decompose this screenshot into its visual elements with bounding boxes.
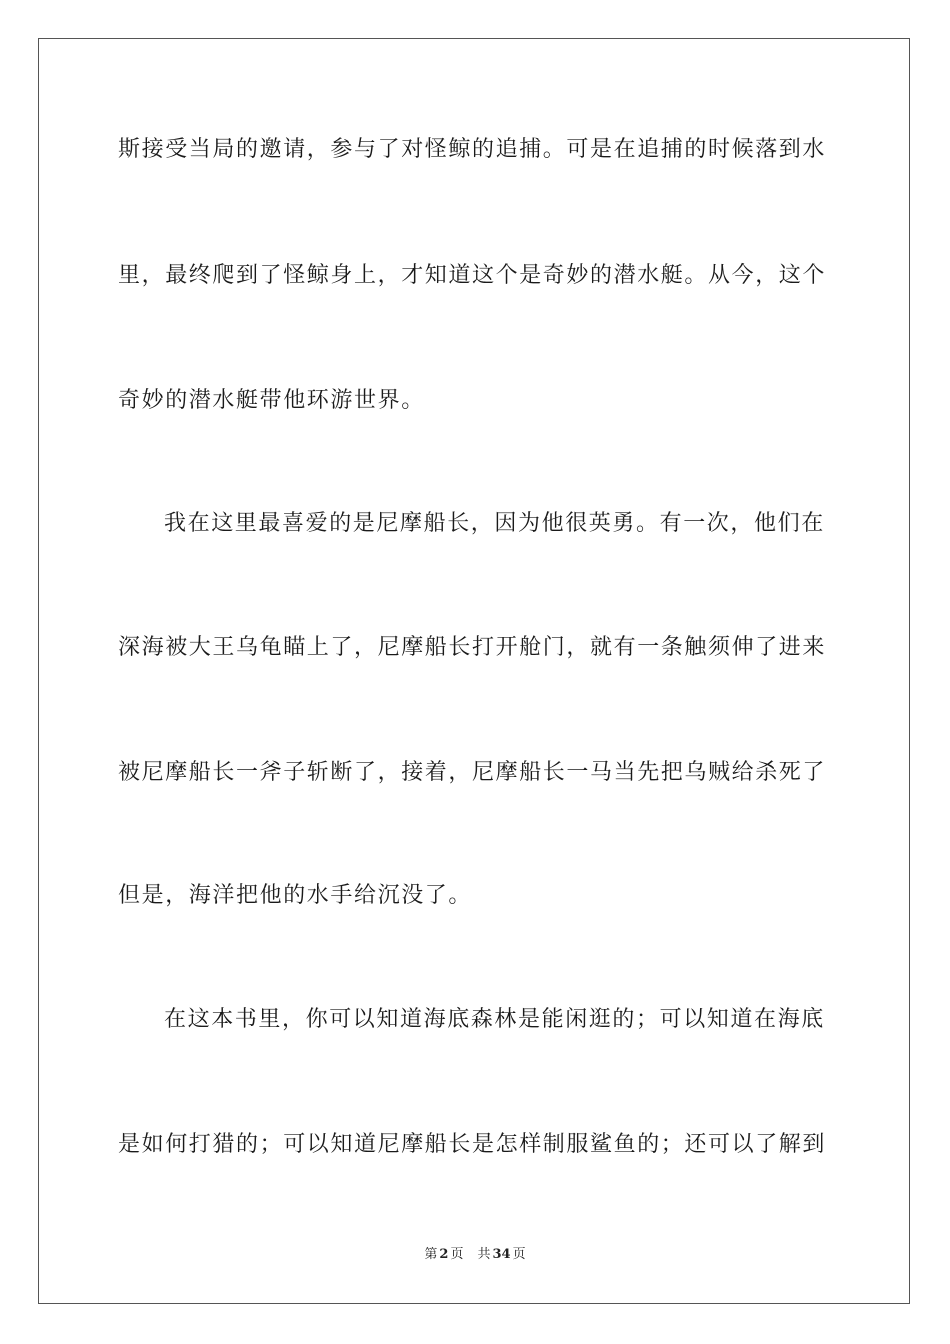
- text-line: 我在这里最喜爱的是尼摩船长，因为他很英勇。有一次，他们在: [164, 511, 825, 536]
- page-border: [38, 38, 910, 1304]
- text-line: 在这本书里，你可以知道海底森林是能闲逛的；可以知道在海底: [164, 1007, 825, 1032]
- text-line: 被尼摩船长一斧子斩断了，接着，尼摩船长一马当先把乌贼给杀死了: [118, 760, 827, 785]
- total-label-prefix: 共: [477, 1247, 491, 1262]
- total-pages: 34: [492, 1247, 511, 1262]
- text-line: 是如何打猎的；可以知道尼摩船长是怎样制服鲨鱼的；还可以了解到: [118, 1132, 827, 1157]
- page-number: 2: [439, 1247, 449, 1262]
- text-line: 里，最终爬到了怪鲸身上，才知道这个是奇妙的潜水艇。从今，这个: [118, 263, 827, 288]
- text-line: 但是，海洋把他的水手给沉没了。: [118, 883, 473, 908]
- text-line: 深海被大王乌龟瞄上了，尼摩船长打开舱门，就有一条触须伸了进来: [118, 635, 827, 660]
- total-label-suffix: 页: [512, 1247, 526, 1262]
- page-label-prefix: 第: [424, 1247, 438, 1262]
- text-line: 斯接受当局的邀请，参与了对怪鲸的追捕。可是在追捕的时候落到水: [118, 137, 827, 162]
- page-label-suffix: 页: [450, 1247, 464, 1262]
- text-line: 奇妙的潜水艇带他环游世界。: [118, 388, 425, 413]
- page-footer: [0, 1246, 950, 1264]
